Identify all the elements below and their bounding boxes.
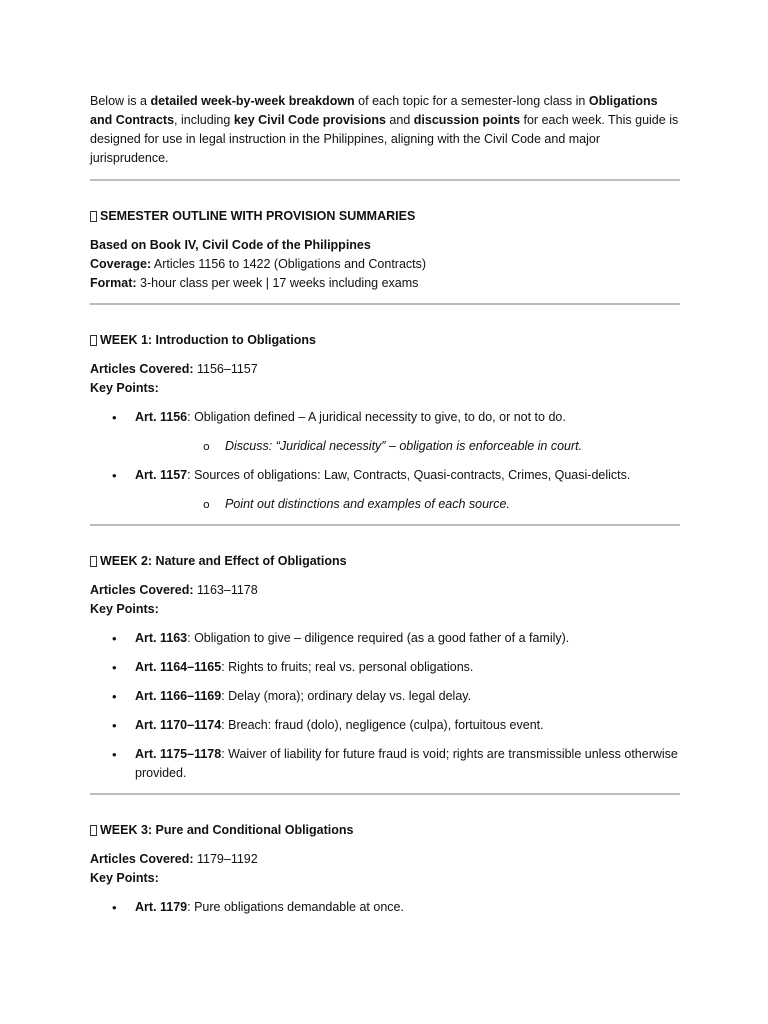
key-points-list: [90, 629, 680, 783]
list-item: • Art. 1157: Sources of obligations: Law, Contracts, Quasi-contracts, Crimes, Quasi-delicts. o Point out distinctions and examples of each source.: [90, 466, 680, 514]
week-section: [90, 331, 680, 514]
list-item: • Art. 1163: Obligation to give – diligence required (as a good father of a family).: [90, 629, 680, 648]
coverage: Coverage: Articles 1156 to 1422 (Obligations and Contracts): [90, 257, 427, 271]
sub-item: o Point out distinctions and examples of each source.: [203, 497, 510, 511]
week-heading: WEEK 1: Introduction to Obligations: [90, 331, 680, 350]
articles-covered: Articles Covered: 1163–1178: [90, 583, 258, 597]
divider: [90, 303, 680, 305]
week-section: [90, 821, 680, 917]
document-content: [90, 92, 680, 927]
key-points-list: [90, 408, 680, 514]
key-points-label: Key Points:: [90, 602, 159, 616]
intro-paragraph: Below is a detailed week-by-week breakdown of each topic for a semester-long class in Obligations and Contracts, including key Civil Code provisions and discussion points for each week. This guide is designed for use in legal instruction in the Philippines, aligning with the Civil Code and major jurisprudence.: [90, 94, 679, 165]
key-points-list: [90, 898, 680, 917]
week-heading: WEEK 3: Pure and Conditional Obligations: [90, 821, 680, 840]
missing-glyph-icon: [90, 335, 97, 346]
key-points-label: Key Points:: [90, 871, 159, 885]
list-item: • Art. 1166–1169: Delay (mora); ordinary delay vs. legal delay.: [90, 687, 680, 706]
list-item: • Art. 1175–1178: Waiver of liability for future fraud is void; rights are transmissible unless otherwise provided.: [90, 745, 680, 783]
key-points-label: Key Points:: [90, 381, 159, 395]
list-item: • Art. 1164–1165: Rights to fruits; real vs. personal obligations.: [90, 658, 680, 677]
divider: [90, 793, 680, 795]
articles-covered: Articles Covered: 1156–1157: [90, 362, 258, 376]
outline-heading: SEMESTER OUTLINE WITH PROVISION SUMMARIES: [90, 207, 680, 226]
list-item: • Art. 1170–1174: Breach: fraud (dolo), negligence (culpa), fortuitous event.: [90, 716, 680, 735]
divider: [90, 179, 680, 181]
sub-item: o Discuss: “Juridical necessity” – obligation is enforceable in court.: [203, 439, 583, 453]
list-item: • Art. 1156: Obligation defined – A juridical necessity to give, to do, or not to do. o Discuss: “Juridical necessity” – obligation is enforceable in court.: [90, 408, 680, 456]
week-heading: WEEK 2: Nature and Effect of Obligations: [90, 552, 680, 571]
missing-glyph-icon: [90, 211, 97, 222]
articles-covered: Articles Covered: 1179–1192: [90, 852, 258, 866]
divider: [90, 524, 680, 526]
format: Format: 3-hour class per week | 17 weeks including exams: [90, 276, 419, 290]
based-on: Based on Book IV, Civil Code of the Philippines: [90, 238, 371, 252]
week-section: [90, 552, 680, 783]
missing-glyph-icon: [90, 556, 97, 567]
list-item: • Art. 1179: Pure obligations demandable at once.: [90, 898, 680, 917]
missing-glyph-icon: [90, 825, 97, 836]
